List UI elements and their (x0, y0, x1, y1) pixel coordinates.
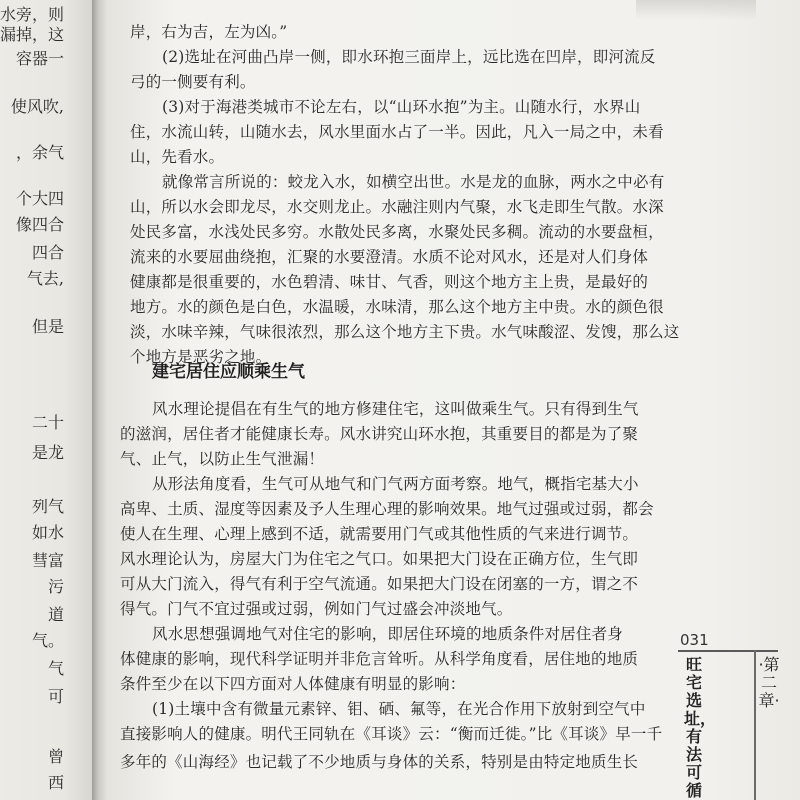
left-page-line: 是龙 (31, 443, 64, 462)
left-page-line: ，余气 (15, 143, 64, 162)
text-line: 使人在生理、心理上感到不适，就需要用门气或其他性质的气来进行调节。 (120, 525, 639, 543)
text-line: 可从大门流入，得气有利于空气流通。如果把大门设在闭塞的一方，谓之不 (120, 575, 639, 593)
page-number-rule (678, 650, 778, 652)
text-line: 的滋润，居住者才能健康长寿。风水讲究山环水抱，其重要目的都是为了聚 (120, 425, 639, 443)
chapter-title: 旺宅选址，有法可循 (684, 655, 717, 800)
text-line: 淡，水味辛辣，气味很浓烈，那么这个地方主下贵。水气味酸涩、发馊，那么这 (130, 323, 680, 341)
chapter-label: ·第二章· (758, 655, 780, 710)
text-line: 流来的水要屈曲绕抱，汇聚的水要澄清。水质不论对风水，还是对人们身体 (130, 248, 649, 266)
left-page-line: 污 (47, 577, 64, 596)
left-page (0, 0, 92, 800)
text-line: 气、止气，以防止生气泄漏！ (120, 450, 325, 468)
text-line: 住，水流山转，山随水去，风水里面水占了一半。因此，凡入一局之中，未看 (130, 123, 664, 141)
left-page-line: 西 (47, 773, 64, 792)
text-line: 体健康的影响，现代科学证明并非危言耸听。从科学角度看，居住地的地质 (120, 650, 639, 668)
book-gutter (92, 0, 106, 800)
left-page-line: 列气 (31, 497, 64, 516)
text-line: (3)对于海港类城市不论左右，以“山环水抱”为主。山随水行，水界山 (162, 98, 641, 116)
left-page-line: 但是 (31, 317, 64, 336)
text-line: 处民多富，水浅处民多穷。水散处民多离，水聚处民多稠。流动的水要盘桓， (130, 223, 664, 241)
text-line: 健康都是很重要的，水色碧清、味甘、气香，则这个地方主上贵，是最好的 (130, 273, 649, 291)
text-line: (2)选址在河曲凸岸一侧，即水环抱三面岸上，远比选在凹岸，即河流反 (162, 48, 656, 66)
text-line: 岸，右为吉，左为凶。” (130, 23, 288, 41)
left-page-line: 气去, (26, 269, 64, 288)
left-page-line: 二十 (31, 413, 64, 432)
text-line: 风水理论提倡在有生气的地方修建住宅，这叫做乘生气。只有得到生气 (152, 400, 639, 418)
left-page-line: 曾 (47, 747, 64, 766)
text-line: 山，所以水会即龙尽，水交则龙止。水融注则内气聚，水飞走即生气散。水深 (130, 198, 664, 216)
section-heading: 建宅居住应顺乘生气 (152, 362, 305, 382)
text-line: 多年的《山海经》也记载了不少地质与身体的关系，特别是由特定地质生长 (120, 753, 639, 771)
left-page-line: 道 (47, 605, 64, 624)
chapter-divider (754, 650, 756, 800)
left-page-line: 像四合 (15, 215, 64, 234)
left-page-line: 彗富 (31, 551, 64, 570)
text-line: (1)土壤中含有微量元素锌、钼、硒、氟等，在光合作用下放射到空气中 (152, 700, 646, 718)
left-page-line: 气 (47, 659, 64, 678)
text-line: 山，先看水。 (130, 148, 225, 166)
text-line: 得气。门气不宜过强或过弱，例如门气过盛会冲淡地气。 (120, 600, 513, 618)
right-page (106, 0, 800, 800)
left-page-line: 气。 (31, 631, 64, 650)
left-page-line: 水旁，则 (0, 5, 64, 24)
page-number: 031 (680, 631, 709, 649)
text-line: 风水理论认为，房屋大门为住宅之气口。如果把大门设在正确方位，生气即 (120, 550, 639, 568)
left-page-line: 如水 (31, 523, 64, 542)
text-line: 地方。水的颜色是白色，水温暖，水味清，那么这个地方主中贵。水的颜色很 (130, 298, 664, 316)
text-line: 风水思想强调地气对住宅的影响，即居住环境的地质条件对居住者身 (152, 625, 624, 643)
text-line: 个地方是恶劣之地。 (130, 348, 272, 366)
left-page-line: 容器一 (15, 49, 64, 68)
left-page-line: 可 (47, 687, 64, 706)
left-page-line: 个大四 (15, 189, 64, 208)
text-line: 就像常言所说的：蛟龙入水，如横空出世。水是龙的血脉，两水之中必有 (162, 173, 665, 191)
text-line: 条件至少在以下四方面对人体健康有明显的影响： (120, 675, 466, 693)
text-line: 从形法角度看，生气可从地气和门气两方面考察。地气，概指宅基大小 (152, 475, 639, 493)
text-line: 直接影响人的健康。明代王同轨在《耳谈》云：“衡而迁徙。”比《耳谈》早一千 (120, 725, 663, 743)
left-page-line: 漏掉，这 (0, 25, 64, 44)
text-line: 弓的一侧要有利。 (130, 73, 256, 91)
left-page-line: 使风吹, (10, 97, 64, 116)
left-page-line: 四合 (31, 243, 64, 262)
text-line: 高卑、土质、湿度等因素及予人生理心理的影响效果。地气过强或过弱，都会 (120, 500, 654, 518)
